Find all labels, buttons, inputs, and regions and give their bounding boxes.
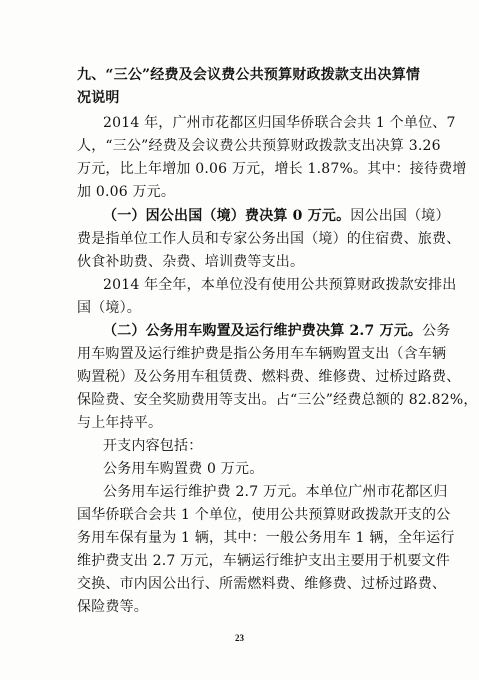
paragraph-line: 费是指单位工作人员和专家公务出国（境）的住宿费、旅费、 bbox=[77, 231, 461, 247]
paragraph-line: 伙食补助费、杂费、培训费等支出。 bbox=[77, 254, 305, 270]
paragraph-text: 因公出国（境） bbox=[350, 208, 450, 224]
subsection-heading-vehicle: （二）公务用车购置及运行维护费决算 2.7 万元。 bbox=[103, 323, 423, 339]
paragraph-line: 人，“三公”经费及会议费公共预算财政拨款支出决算 3.26 bbox=[77, 138, 441, 154]
paragraph-line: 公务用车运行维护费 2.7 万元。本单位广州市花都区归 bbox=[103, 484, 448, 500]
paragraph-line: 交换、市内因公出行、所需燃料费、维修费、过桥过路费、 bbox=[77, 576, 447, 592]
paragraph-line: 2014 年，广州市花都区归国华侨联合会共 1 个单位、7 bbox=[103, 115, 456, 131]
paragraph-line: 用车购置及运行维护费是指公务用车车辆购置支出（含车辆 bbox=[77, 346, 447, 362]
paragraph-line: 务用车保有量为 1 辆，其中：一般公务用车 1 辆，全年运行 bbox=[77, 530, 455, 546]
paragraph-line: 与上年持平。 bbox=[77, 415, 163, 431]
paragraph-line: 开支内容包括： bbox=[103, 438, 203, 454]
paragraph-line: 保险费、安全奖励费用等支出。占“三公”经费总额的 82.82%， bbox=[77, 392, 478, 408]
subsection-line bbox=[103, 322, 451, 340]
paragraph-text: 公务 bbox=[422, 323, 451, 339]
paragraph-line: 2014 年全年，本单位没有使用公共预算财政拨款安排出 bbox=[103, 277, 457, 293]
paragraph-line: 保险费等。 bbox=[77, 599, 148, 615]
section-title-line-1: 九、“三公”经费及会议费公共预算财政拨款支出决算情 bbox=[77, 67, 421, 83]
page-number: 23 bbox=[235, 633, 244, 643]
paragraph-line: 国（境）。 bbox=[77, 300, 141, 316]
subsection-heading-overseas: （一）因公出国（境）费决算 0 万元。 bbox=[103, 208, 351, 224]
section-title-line-2: 况说明 bbox=[77, 90, 120, 106]
paragraph-line: 维护费支出 2.7 万元，车辆运行维护支出主要用于机要文件 bbox=[77, 553, 450, 569]
paragraph-line: 加 0.06 万元。 bbox=[77, 184, 176, 200]
paragraph-line: 公务用车购置费 0 万元。 bbox=[103, 461, 264, 477]
paragraph-line: 国华侨联合会共 1 个单位，使用公共预算财政拨款开支的公 bbox=[77, 507, 451, 523]
paragraph-line: 购置税）及公务用车租赁费、燃料费、维修费、过桥过路费、 bbox=[77, 369, 461, 385]
paragraph-line: 万元，比上年增加 0.06 万元，增长 1.87%。其中：接待费增 bbox=[77, 161, 467, 177]
subsection-line bbox=[103, 207, 450, 225]
